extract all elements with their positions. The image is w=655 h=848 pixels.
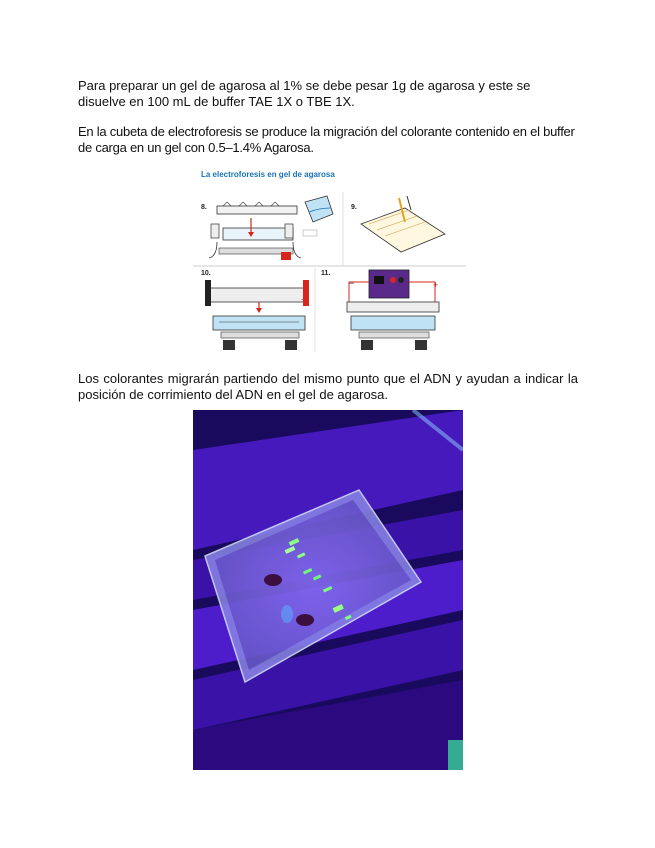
- step-label-10: 10.: [201, 270, 211, 277]
- step-11-plus-sign: +: [433, 280, 439, 290]
- step-11-minus-sign: −: [349, 278, 355, 288]
- diagram-drawing: [193, 162, 466, 352]
- step-8-illustration: [209, 196, 333, 260]
- electrophoresis-paragraph: En la cubeta de electroforesis se produce la migración del colorante contenido en el buffer de carga en un gel con 0.5–1.4% Agarosa.: [78, 124, 575, 155]
- figure-title: La electroforesis en gel de agarosa: [201, 170, 335, 179]
- shadow-spot: [264, 574, 282, 586]
- gel-photo-drawing: [193, 410, 463, 770]
- step-label-11: 11.: [321, 270, 331, 277]
- step-11-illustration: [347, 270, 439, 350]
- step-10-illustration: [205, 280, 309, 350]
- step-10-plus-sign: +: [301, 295, 306, 304]
- dye-migration-paragraph: Los colorantes migrarán partiendo del mismo punto que el ADN y ayudan a indicar la posición de corrimiento del ADN en el gel de agarosa.: [78, 371, 578, 402]
- electrophoresis-diagram: [193, 162, 466, 352]
- gel-photo: [193, 410, 463, 770]
- step-label-9: 9.: [351, 204, 357, 211]
- intro-paragraph: Para preparar un gel de agarosa al 1% se debe pesar 1g de agarosa y este se disuelve en 100 mL de buffer TAE 1X o TBE 1X.: [78, 78, 531, 109]
- step-9-illustration: [361, 196, 445, 252]
- step-label-8: 8.: [201, 204, 207, 211]
